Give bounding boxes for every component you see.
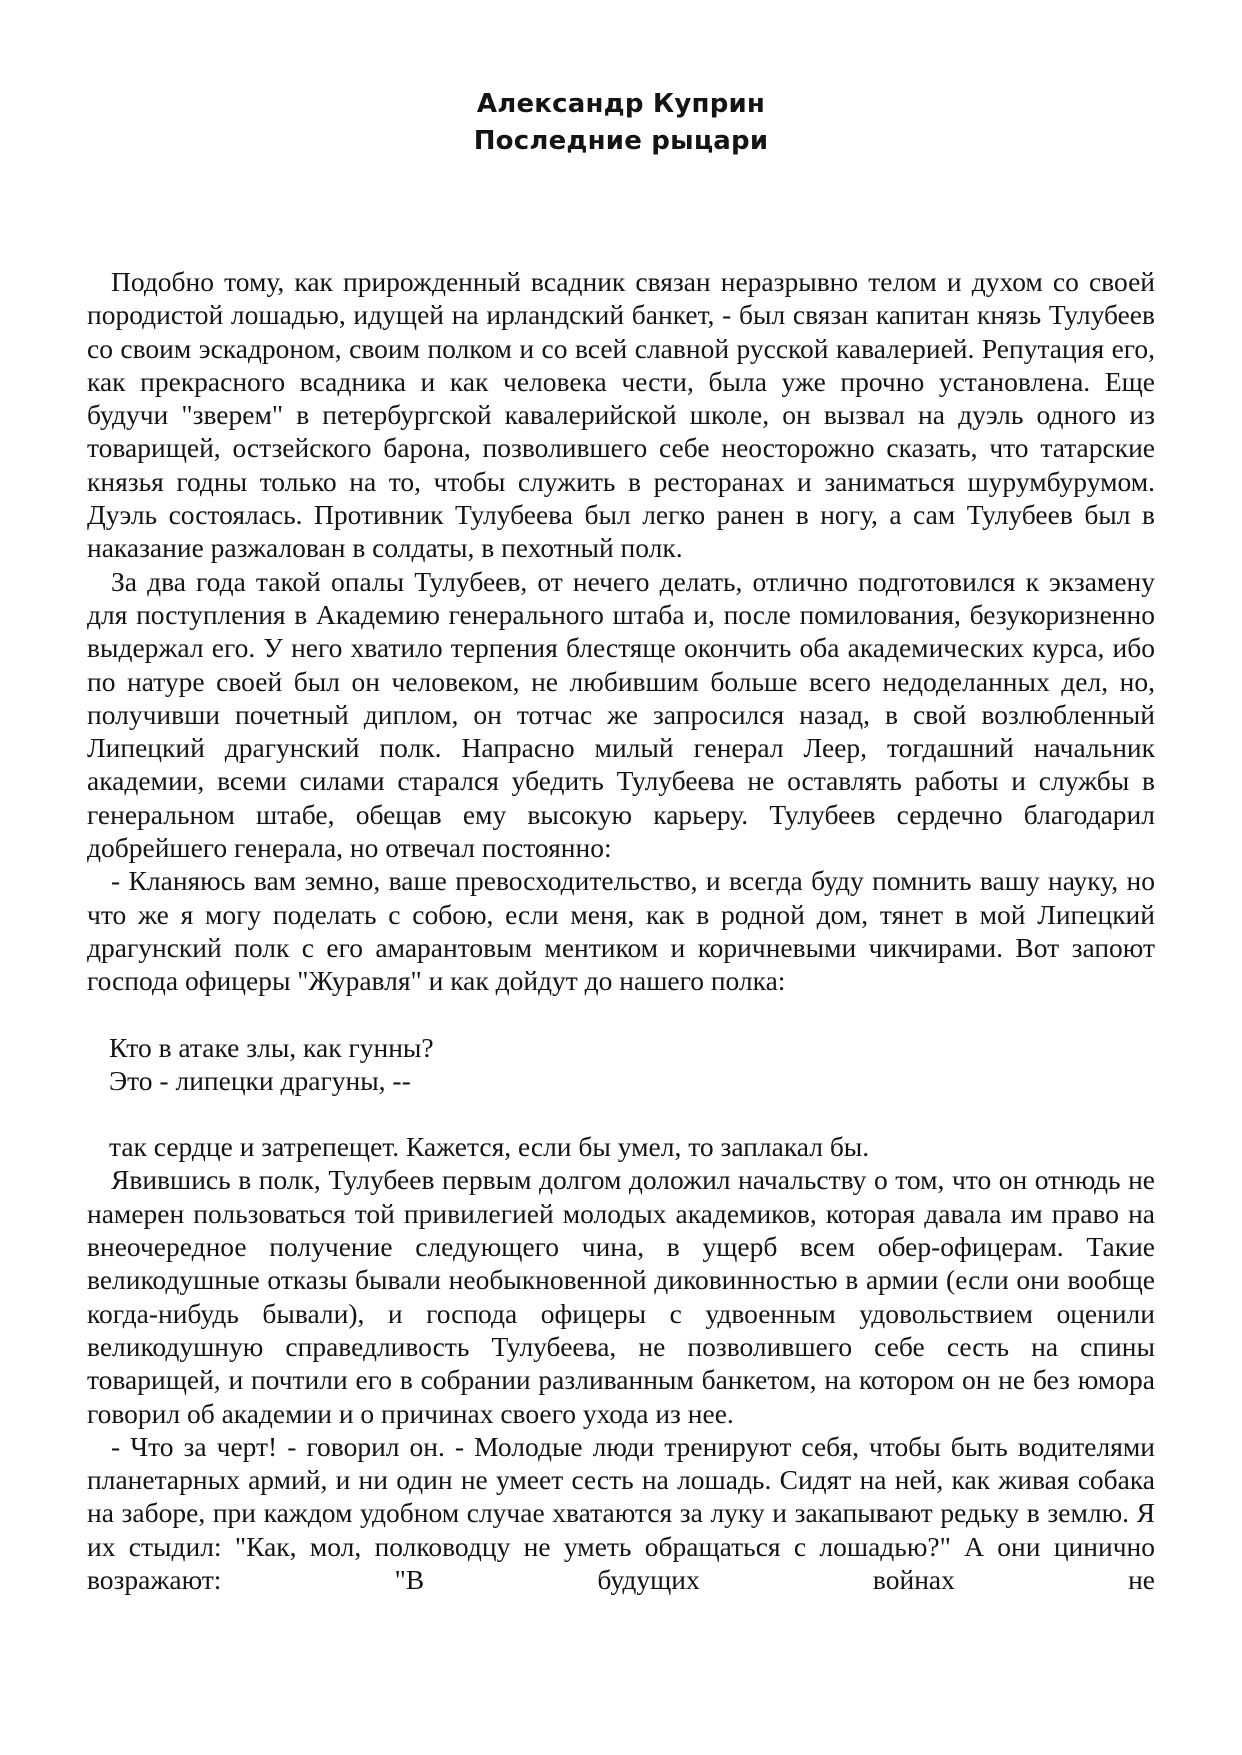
verse-line: Кто в атаке злы, как гунны? [109, 1031, 434, 1063]
story-body [87, 265, 1155, 1596]
title-block [0, 86, 1242, 160]
verse-block [87, 1031, 1155, 1098]
paragraph: За два года такой опалы Тулубеев, от нечего делать, отлично подготовился к экзамену для поступления в Академию генерального штаба и, после помилования, безукоризненно выдержал его. У него хватило терпения блестяще окончить оба академических курса, ибо по натуре своей был он человеком, не любившим больше всего недоделанных дел, но, получивши почетный диплом, он тотчас же запросился назад, в свой возлюбленный Липецкий драгунский полк. Напрасно милый генерал Леер, тогдашний начальник академии, всеми силами старался убедить Тулубеева не оставлять работы и службы в генеральном штабе, обещав ему высокую карьеру. Тулубеев сердечно благодарил добрейшего генерала, но отвечал постоянно: [87, 565, 1155, 864]
verse-line: Это - липецки драгуны, -- [109, 1064, 411, 1096]
dialogue-paragraph: - Что за черт! - говорил он. - Молодые люди тренируют себя, чтобы быть водителями планетарных армий, и ни один не умеет сесть на лошадь. Сидят на ней, как живая собака на заборе, при каждом удобном случае хватаются за луку и закапывают редьку в землю. Я их стыдил: "Как, мол, полководцу не уметь обращаться с лошадью?" А они цинично возражают: "В будущих войнах не [87, 1430, 1155, 1595]
story-title: Последние рыцари [473, 126, 769, 156]
paragraph: Подобно тому, как прирожденный всадник связан неразрывно телом и духом со своей породистой лошадью, идущей на ирландский банкет, - был связан капитан князь Тулубеев со своим эскадроном, своим полком и со всей славной русской кавалерией. Репутация его, как прекрасного всадника и как человека чести, была уже прочно установлена. Еще будучи "зверем" в петербургской кавалерийской школе, он вызвал на дуэль одного из товарищей, остзейского барона, позволившего себе неосторожно сказать, что татарские князья годны только на то, чтобы служить в ресторанах и заниматься шурумбурумом. Дуэль состоялась. Противник Тулубеева был легко ранен в ногу, а сам Тулубеев был в наказание разжалован в солдаты, в пехотный полк. [87, 266, 1155, 564]
author-name: Александр Куприн [476, 89, 766, 119]
dialogue-paragraph: - Кланяюсь вам земно, ваше превосходительство, и всегда буду помнить вашу науку, но что же я могу поделать с собою, если меня, как в родной дом, тянет в мой Липецкий драгунский полк с его амарантовым ментиком и коричневыми чикчирами. Вот запоют господа офицеры "Журавля" и как дойдут до нашего полка: [87, 865, 1155, 997]
paragraph: Явившись в полк, Тулубеев первым долгом доложил начальству о том, что он отнюдь не намерен пользоваться той привилегией молодых академиков, которая давала им право на внеочередное получение следующего чина, в ущерб всем обер-офицерам. Такие великодушные отказы бывали необыкновенной диковинностью в армии (если они вообще когда-нибудь бывали), и господа офицеры с удвоенным удовольствием оценили великодушную справедливость Тулубеева, не позволившего себе сесть на спины товарищей, и почтили его в собрании разливанным банкетом, на котором он не без юмора говорил об академии и о причинах своего ухода из нее. [87, 1164, 1155, 1429]
continuation-line: так сердце и затрепещет. Кажется, если бы умел, то заплакал бы. [109, 1131, 870, 1163]
